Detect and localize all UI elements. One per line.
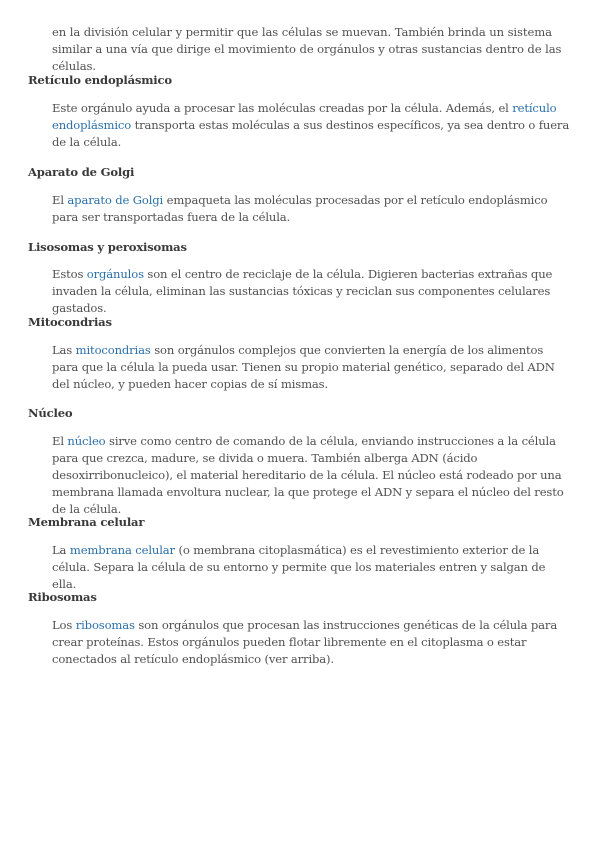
intro-paragraph: en la división celular y permitir que las células se muevan. También brinda un sistema similar a una vía que dirige el movimiento de orgánulos y otras sustancias dentro de las células. <box>52 25 562 73</box>
paragraph-text: son orgánulos que procesan las instrucciones genéticas de la célula para crear proteínas. Estos orgánulos pueden flotar libremente en el citoplasma o estar conectados al retículo endoplásmico (ver arriba). <box>52 618 558 666</box>
organulos-link[interactable]: orgánulos <box>86 267 144 281</box>
paragraph-text: son orgánulos complejos que convierten la energía de los alimentos para que la célula la pueda usar. Tienen su propio material genético, separado del ADN del núcleo, y pueden hacer copias de sí mismas. <box>52 343 555 391</box>
paragraph-text: Las <box>52 343 76 357</box>
membrana-celular-link[interactable]: membrana celular <box>69 543 175 557</box>
section-heading-lisosomas: Lisosomas y peroxisomas <box>28 240 187 254</box>
section-paragraph-nucleo <box>52 433 572 518</box>
paragraph-text: (o membrana citoplasmática) es el revestimiento exterior de la célula. Separa la célula de su entorno y permite que los materiales entren y salgan de ella. <box>52 543 546 591</box>
paragraph-text: empaqueta las moléculas procesadas por el retículo endoplásmico para ser transportadas fuera de la célula. <box>52 193 548 224</box>
paragraph-text: sirve como centro de comando de la célula, enviando instrucciones a la célula para que crezca, madure, se divida o muera. También alberga ADN (ácido desoxirribonucleico), el material hereditario de la célula. El núcleo está rodeado por una membrana llamada envoltura nuclear, la que protege el ADN y separa el núcleo del resto de la célula. <box>52 434 564 516</box>
paragraph-text: transporta estas moléculas a sus destinos específicos, ya sea dentro o fuera de la célula. <box>52 118 570 149</box>
section-heading-ribosomas: Ribosomas <box>28 590 97 604</box>
paragraph-text: Los <box>52 618 76 632</box>
ribosomas-link[interactable]: ribosomas <box>75 618 135 632</box>
section-paragraph-golgi <box>52 192 572 226</box>
reticulo-endoplasmico-link[interactable]: retículo endoplásmico <box>52 101 557 132</box>
section-paragraph-lisosomas <box>52 266 572 317</box>
paragraph-text: La <box>52 543 70 557</box>
section-paragraph-reticulo <box>52 100 572 151</box>
section-heading-mitocondrias: Mitocondrias <box>28 315 112 329</box>
section-paragraph-mitocondrias <box>52 342 572 393</box>
section-heading-golgi: Aparato de Golgi <box>28 165 135 179</box>
section-paragraph-ribosomas <box>52 617 572 668</box>
section-heading-nucleo: Núcleo <box>28 406 73 420</box>
paragraph-text: El <box>52 434 68 448</box>
section-heading-membrana: Membrana celular <box>28 515 145 529</box>
paragraph-text: son el centro de reciclaje de la célula. Digieren bacterias extrañas que invaden la célula, eliminan las sustancias tóxicas y reciclan sus componentes celulares gastados. <box>52 267 553 315</box>
aparato-de-golgi-link[interactable]: aparato de Golgi <box>67 193 164 207</box>
mitocondrias-link[interactable]: mitocondrias <box>75 343 151 357</box>
section-heading-reticulo: Retículo endoplásmico <box>28 73 172 87</box>
section-paragraph-membrana <box>52 542 572 593</box>
paragraph-text: Estos <box>52 267 87 281</box>
nucleo-link[interactable]: núcleo <box>67 434 106 448</box>
paragraph-text: Este orgánulo ayuda a procesar las moléculas creadas por la célula. Además, el <box>52 101 513 115</box>
paragraph-text: El <box>52 193 68 207</box>
